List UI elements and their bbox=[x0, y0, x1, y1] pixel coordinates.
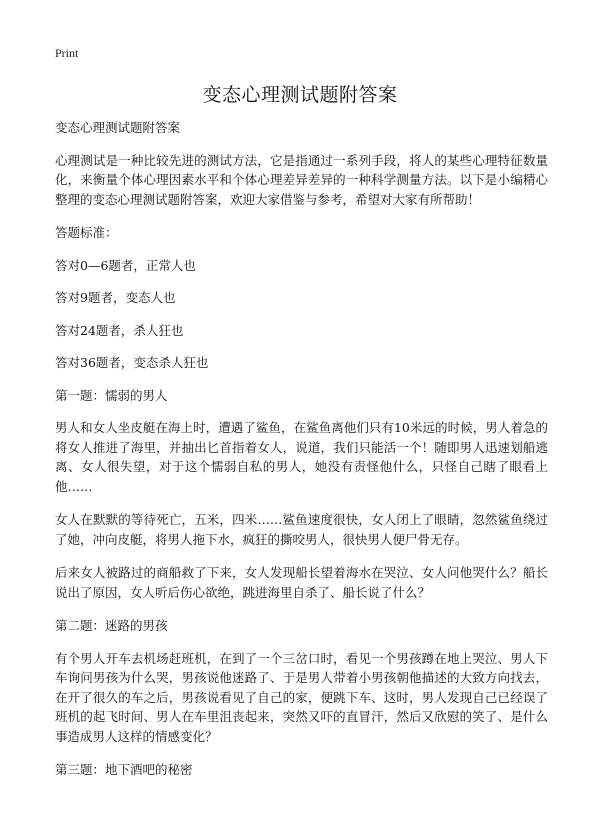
question-2-heading: 第二题：迷路的男孩 bbox=[55, 618, 168, 633]
page-title: 变态心理测试题附答案 bbox=[202, 84, 398, 106]
criteria-heading: 答题标准： bbox=[55, 225, 118, 240]
article-body bbox=[55, 118, 548, 793]
question-3-heading: 第三题：地下酒吧的秘密 bbox=[55, 762, 193, 777]
intro-paragraph: 心理测试是一种比较先进的测试方法，它是指通过一系列手段，将人的某些心理特征数量化，来衡量个体心理因素水平和个体心理差异差异的一种科学测量方法。以下是小编精心整理的变态心理测试题附答案，欢迎大家借鉴与参考，希望对大家有所帮助！ bbox=[55, 152, 548, 207]
criteria-item: 答对36题者，变态杀人狂也 bbox=[55, 355, 209, 370]
print-link[interactable]: Print bbox=[55, 46, 79, 60]
criteria-item: 答对0—6题者，正常人也 bbox=[55, 257, 196, 273]
question-1-paragraph: 女人在默默的等待死亡，五米，四米……鲨鱼速度很快，女人闭上了眼睛，忽然鲨鱼绕过了她，冲向皮艇，将男人拖下水，疯狂的撕咬男人，很快男人便尸骨无存。 bbox=[55, 512, 548, 547]
question-2-paragraph: 有个男人开车去机场赶班机，在到了一个三岔口时，看见一个男孩蹲在地上哭泣、男人下车询问男孩为什么哭，男孩说他迷路了、于是男人带着小男孩朝他描述的大致方向找去，在开了很久的车之后，男孩说看见了自己的家，便跳下车、这时，男人发现自己已经误了班机的起飞时间、男人在车里沮丧起来，突然又吓的直冒汗，然后又欣慰的笑了、是什么事造成男人这样的情感变化？ bbox=[55, 650, 548, 744]
criteria-item: 答对9题者，变态人也 bbox=[55, 290, 176, 305]
question-1-paragraph: 后来女人被路过的商船救了下来，女人发现船长望着海水在哭泣、女人问他哭什么？船长说出了原因，女人听后伤心欲绝，跳进海里自杀了、船长说了什么？ bbox=[55, 565, 548, 600]
article-subtitle: 变态心理测试题附答案 bbox=[55, 120, 181, 135]
criteria-item: 答对24题者，杀人狂也 bbox=[55, 322, 184, 338]
question-1-heading: 第一题：懦弱的男人 bbox=[55, 387, 168, 403]
question-1-paragraph: 男人和女人坐皮艇在海上时，遭遇了鲨鱼，在鲨鱼离他们只有10米远的时候，男人着急的将女人推进了海里，并抽出匕首指着女人，说道，我们只能活一个！随即男人迅速划船逃离、女人很失望，对于这个懦弱自私的男人，她没有责怪他什么，只怪自己瞎了眼看上他…… bbox=[55, 420, 548, 494]
